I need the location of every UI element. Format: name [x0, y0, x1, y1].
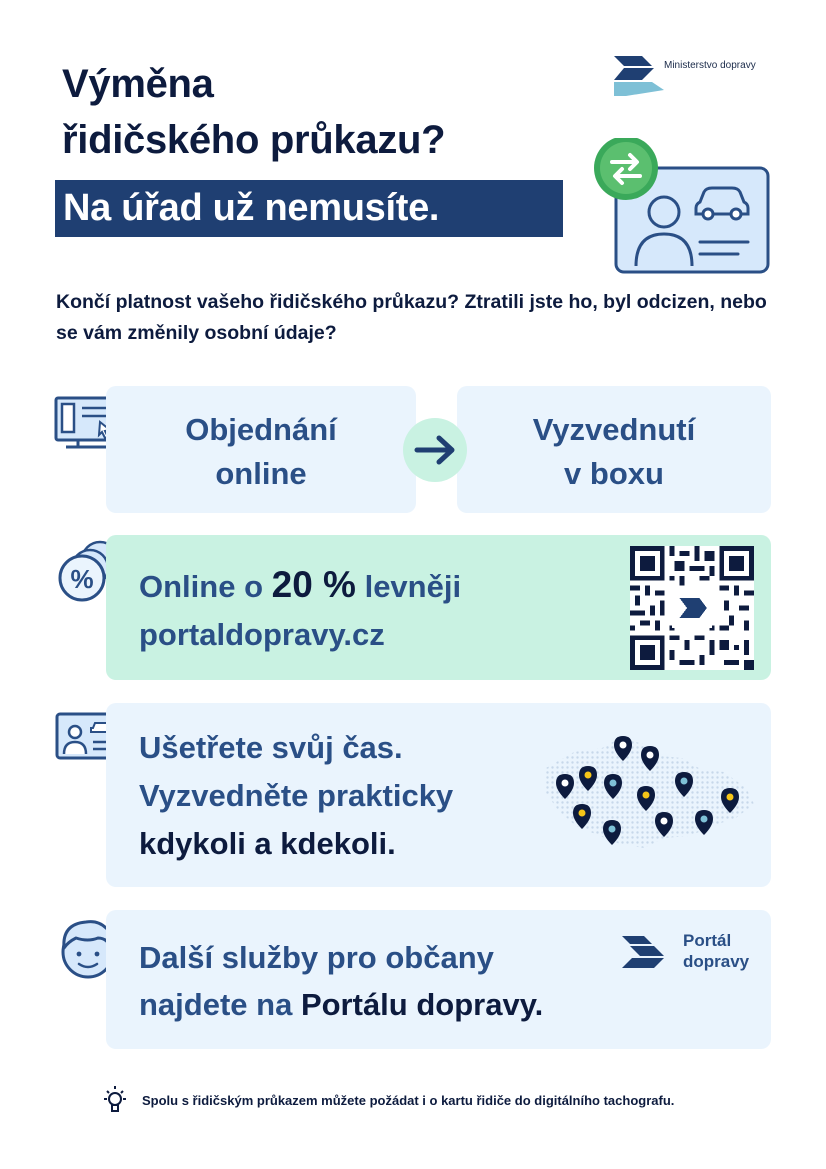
pickup-line3-end: . [387, 826, 396, 861]
map-pins-icon [540, 730, 760, 860]
step-pickup-line1: Vyzvednutí [532, 412, 696, 447]
qr-code-icon[interactable] [630, 546, 754, 670]
step-order-line1: Objednání [185, 412, 337, 447]
license-swap-icon [592, 138, 777, 278]
pickup-line3 [139, 820, 396, 867]
services-line1: Další služby pro občany [139, 940, 494, 975]
discount-prefix: Online o [139, 569, 272, 604]
ministry-logo-text: Ministerstvo dopravy [664, 60, 756, 71]
services-line2-end: . [534, 987, 544, 1022]
services-line2 [139, 981, 543, 1028]
pickup-line3-bold: kdykoli a kdekoli [139, 826, 388, 861]
step-card-order [106, 386, 416, 513]
services-line2-bold[interactable]: Portálu dopravy [300, 987, 535, 1022]
discount-amount: 20 % [271, 564, 356, 605]
lightbulb-icon [100, 1084, 130, 1118]
discount-url[interactable]: portaldopravy.cz [139, 617, 385, 652]
step-order-line2: online [215, 456, 307, 491]
page-title-line1: Výměna [62, 62, 214, 106]
footer-note [100, 1084, 800, 1118]
pickup-line1: Ušetřete svůj čas. [139, 730, 403, 765]
discount-suffix: levněji [355, 569, 462, 604]
ministry-logo-icon [612, 54, 664, 96]
step-pickup-line2: v boxu [564, 456, 664, 491]
discount-text [139, 561, 461, 610]
portal-logo-line1: Portál [683, 931, 732, 950]
svg-text:%: % [70, 564, 94, 594]
step-card-pickup [457, 386, 771, 513]
page-title-line2: řidičského průkazu? [62, 118, 446, 162]
lead-paragraph: Končí platnost vašeho řidičského průkazu? Ztratili jste ho, byl odcizen, nebo se vám změnily osobní údaje? [56, 291, 767, 344]
arrow-right-icon [403, 418, 467, 482]
portal-logo-icon [620, 934, 668, 974]
pickup-line2: Vyzvedněte prakticky [139, 778, 454, 813]
ministry-logo [612, 54, 792, 98]
services-line2-prefix: najdete na [139, 987, 301, 1022]
page-title-banner: Na úřad už nemusíte. [55, 180, 563, 237]
footer-text: Spolu s řidičským průkazem můžete požádat i o kartu řidiče do digitálního tachografu. [142, 1093, 675, 1108]
portal-logo-line2: dopravy [683, 952, 750, 971]
portal-logo-text [683, 930, 749, 972]
